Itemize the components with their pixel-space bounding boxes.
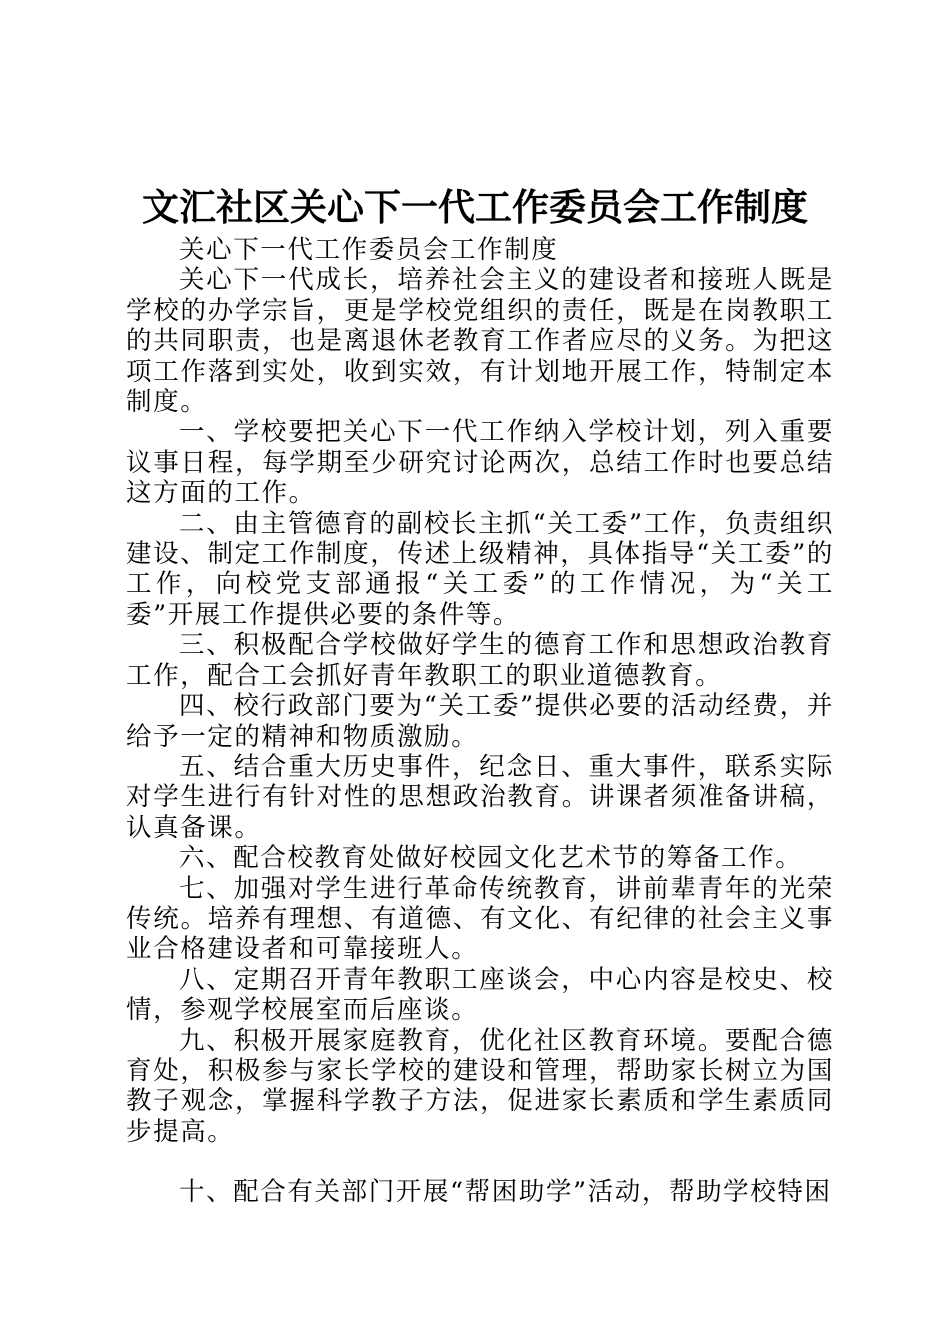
paragraph-item-5: 五、结合重大历史事件，纪念日、重大事件，联系实际对学生进行有针对性的思想政治教育。讲课者须准备讲稿，认真备课。 xyxy=(126,751,834,843)
document-body xyxy=(126,235,834,1208)
paragraph-item-10: 十、配合有关部门开展“帮困助学”活动，帮助学校特困 xyxy=(179,1177,832,1208)
paragraph-subtitle: 关心下一代工作委员会工作制度 xyxy=(179,235,559,265)
paragraph-item-8: 八、定期召开青年教职工座谈会，中心内容是校史、校情，参观学校展室而后座谈。 xyxy=(126,964,834,1026)
paragraph-item-7: 七、加强对学生进行革命传统教育，讲前辈青年的光荣传统。培养有理想、有道德、有文化、有纪律的社会主义事业合格建设者和可靠接班人。 xyxy=(126,873,834,965)
paragraph-item-1: 一、学校要把关心下一代工作纳入学校计划，列入重要议事日程，每学期至少研究讨论两次，总结工作时也要总结这方面的工作。 xyxy=(126,417,834,509)
paragraph-item-2: 二、由主管德育的副校长主抓“关工委”工作，负责组织建设、制定工作制度，传述上级精神，具体指导“关工委”的工作，向校党支部通报“关工委”的工作情况，为“关工委”开展工作提供必要的条件等。 xyxy=(126,508,834,630)
paragraph-item-9: 九、积极开展家庭教育，优化社区教育环境。要配合德育处，积极参与家长学校的建设和管理，帮助家长树立为国教子观念，掌握科学教子方法，促进家长素质和学生素质同步提高。 xyxy=(126,1025,834,1147)
document-title: 文汇社区关心下一代工作委员会工作制度 xyxy=(142,186,808,229)
paragraph-item-3: 三、积极配合学校做好学生的德育工作和思想政治教育工作，配合工会抓好青年教职工的职业道德教育。 xyxy=(126,630,834,691)
paragraph-item-4: 四、校行政部门要为“关工委”提供必要的活动经费，并给予一定的精神和物质激励。 xyxy=(126,691,834,752)
paragraph-intro: 关心下一代成长，培养社会主义的建设者和接班人既是学校的办学宗旨，更是学校党组织的责任，既是在岗教职工的共同职责，也是离退休老教育工作者应尽的义务。为把这项工作落到实处，收到实效，有计划地开展工作，特制定本制度。 xyxy=(126,265,834,418)
paragraph-item-6: 六、配合校教育处做好校园文化艺术节的筹备工作。 xyxy=(179,843,803,874)
